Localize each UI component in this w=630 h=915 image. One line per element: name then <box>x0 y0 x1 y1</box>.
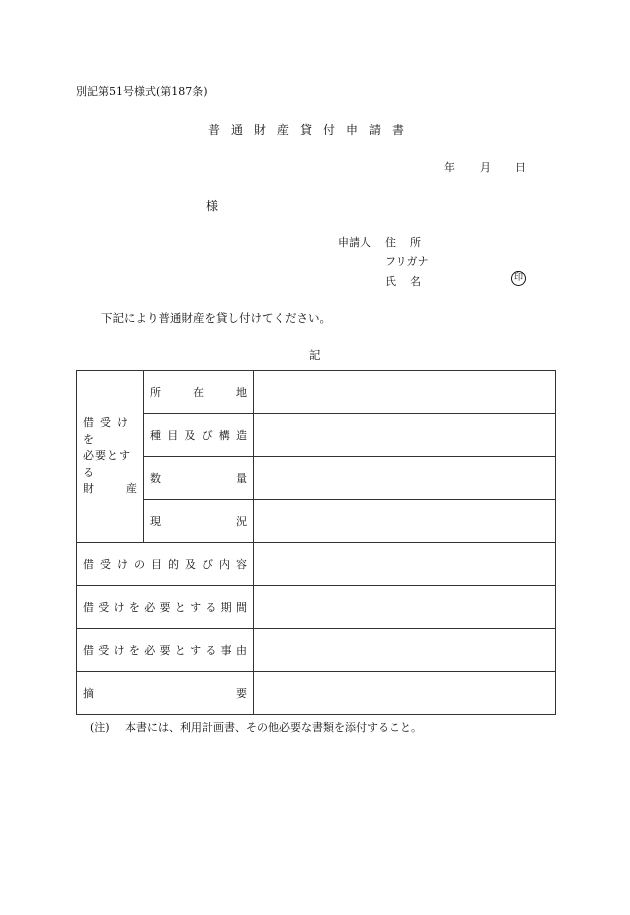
location-label-char-2: 在 <box>193 386 204 399</box>
type-structure-label <box>150 427 247 443</box>
pe-char-1: 借 <box>83 601 94 614</box>
group-label-line-2: 必要とする <box>83 449 131 479</box>
quantity-value-cell[interactable] <box>254 457 556 500</box>
type-structure-value-cell[interactable] <box>254 414 556 457</box>
p-char-9: 内 <box>219 558 230 571</box>
type-structure-label-cell <box>144 414 254 457</box>
p-char-4: の <box>134 558 145 571</box>
reason-label <box>83 642 247 658</box>
r-char-5: 必 <box>144 644 156 657</box>
group-label-line-3 <box>83 481 137 498</box>
pe-char-3: け <box>113 601 125 614</box>
pe-char-10: 期 <box>220 601 232 614</box>
summary-label <box>83 685 247 701</box>
r-char-4: を <box>128 644 140 657</box>
p-char-2: 受 <box>100 558 111 571</box>
table-row <box>77 629 556 672</box>
note-label: (注) <box>90 721 110 734</box>
quantity-label-cell <box>144 457 254 500</box>
pe-char-2: 受 <box>98 601 110 614</box>
r-char-10: 事 <box>220 644 232 657</box>
table-row <box>77 457 556 500</box>
property-table <box>76 370 556 715</box>
r-char-9: る <box>205 644 217 657</box>
condition-value-cell[interactable] <box>254 500 556 543</box>
furigana-label: フリガナ <box>385 255 429 268</box>
table-row <box>77 672 556 715</box>
r-char-7: と <box>174 644 186 657</box>
group-label-line-3-start: 財 <box>83 482 94 496</box>
p-char-6: 的 <box>168 558 179 571</box>
address-label: 住所 <box>385 236 435 249</box>
purpose-label-cell <box>77 543 254 586</box>
quantity-label <box>150 470 247 486</box>
pe-char-11: 間 <box>235 601 247 614</box>
date-year-label: 年 <box>444 161 455 174</box>
property-group-label <box>77 371 144 543</box>
c-char-1: 現 <box>150 515 161 528</box>
p-char-3: け <box>117 558 128 571</box>
s-char-1: 摘 <box>83 687 94 700</box>
condition-label-cell <box>144 500 254 543</box>
r-char-2: 受 <box>98 644 110 657</box>
table-row <box>77 371 556 414</box>
form-number: 別記第51号様式(第187条) <box>76 85 208 98</box>
location-label-cell <box>144 371 254 414</box>
ts-char-5: 構 <box>218 429 230 442</box>
ts-char-3: 及 <box>184 429 196 442</box>
purpose-value-cell[interactable] <box>254 543 556 586</box>
s-char-2: 要 <box>236 687 247 700</box>
group-label-line-1: 借受けを <box>83 416 134 446</box>
summary-label-cell <box>77 672 254 715</box>
p-char-8: び <box>202 558 213 571</box>
location-label-char-3: 地 <box>236 386 247 399</box>
seal-mark <box>511 271 526 286</box>
c-char-2: 況 <box>236 515 247 528</box>
period-label-cell <box>77 586 254 629</box>
table-row <box>77 543 556 586</box>
r-char-3: け <box>113 644 125 657</box>
summary-value-cell[interactable] <box>254 672 556 715</box>
reason-label-cell <box>77 629 254 672</box>
addressee-suffix: 様 <box>206 199 219 213</box>
document-title: 普通財産貸付申請書 <box>208 123 416 137</box>
pe-char-5: 必 <box>144 601 156 614</box>
ts-char-2: 目 <box>167 429 179 442</box>
p-char-5: 目 <box>151 558 162 571</box>
q-char-2: 量 <box>236 472 247 485</box>
table-row <box>77 500 556 543</box>
date-month-label: 月 <box>480 161 491 174</box>
p-char-10: 容 <box>236 558 247 571</box>
q-char-1: 数 <box>150 472 161 485</box>
table-row <box>77 414 556 457</box>
r-char-6: 要 <box>159 644 171 657</box>
location-value-cell[interactable] <box>254 371 556 414</box>
pe-char-7: と <box>174 601 186 614</box>
group-label-line-3-end: 産 <box>126 482 137 496</box>
pe-char-6: 要 <box>159 601 171 614</box>
location-label-char-1: 所 <box>150 386 161 399</box>
reason-value-cell[interactable] <box>254 629 556 672</box>
date-day-label: 日 <box>515 161 526 174</box>
r-char-8: す <box>190 644 202 657</box>
period-value-cell[interactable] <box>254 586 556 629</box>
pe-char-9: る <box>205 601 217 614</box>
note-text: 本書には、利用計画書、その他必要な書類を添付すること。 <box>125 721 422 734</box>
purpose-label <box>83 556 247 572</box>
applicant-label: 申請人 <box>338 236 371 249</box>
ts-char-1: 種 <box>150 429 161 442</box>
condition-label <box>150 513 247 529</box>
ki-heading: 記 <box>309 348 321 362</box>
ts-char-6: 造 <box>235 429 247 442</box>
seal-text: 印 <box>513 273 523 283</box>
request-text: 下記により普通財産を貸し付けてください。 <box>101 311 331 325</box>
period-label <box>83 599 247 615</box>
ts-char-4: び <box>201 429 213 442</box>
location-label <box>150 384 247 400</box>
pe-char-8: す <box>190 601 202 614</box>
r-char-11: 由 <box>235 644 247 657</box>
p-char-1: 借 <box>83 558 94 571</box>
r-char-1: 借 <box>83 644 94 657</box>
pe-char-4: を <box>128 601 140 614</box>
name-label: 氏名 <box>385 275 435 288</box>
p-char-7: 及 <box>185 558 196 571</box>
table-row <box>77 586 556 629</box>
